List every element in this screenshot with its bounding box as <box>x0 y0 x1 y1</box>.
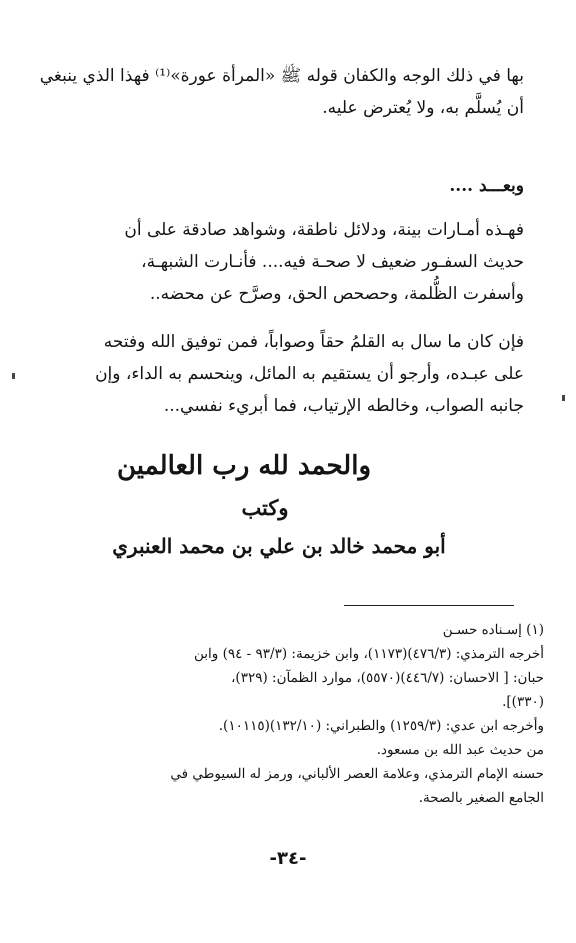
footnote-line: (٣٣٠)]. <box>502 694 544 710</box>
scan-mark <box>562 395 565 401</box>
page-number: -٣٤- <box>269 848 307 869</box>
footnote <box>44 618 544 810</box>
text-line: حديث السفـور ضعيف لا صحـة فيه.... فأنـارت الشبهـة، <box>141 252 524 272</box>
text-line: أن يُسلَّم به، ولا يُعترض عليه. <box>322 98 524 118</box>
footnote-line: وأخرجه ابن عدي: (١٢٥٩/٣) والطبراني: (١٣٢/١٠)(١٠١١٥). <box>218 718 544 734</box>
author-name: أبو محمد خالد بن علي بن محمد العنبري <box>112 534 446 558</box>
text-line: وأسفرت الظُّلمة، وحصحص الحق، وصرَّح عن محضه.. <box>149 284 524 304</box>
footnote-line: من حديث عبد الله بن مسعود. <box>376 742 544 758</box>
text-line: على عبـده، وأرجو أن يستقيم به المائل، وينحسم به الداء، وإن <box>95 364 524 384</box>
text-line: فهـذه أمـارات بينة، ودلائل ناطقة، وشواهد صادقة على أن <box>124 220 524 240</box>
closing-praise: والحمد لله رب العالمين <box>116 451 372 481</box>
footnote-line: الجامع الصغير بالصحة. <box>418 790 544 806</box>
footnote-line: (١) إسـناده حسـن <box>442 622 544 638</box>
paragraph-conclusion <box>44 326 524 422</box>
paragraph-evidence <box>44 214 524 310</box>
text-line: جانبه الصواب، وخالطه الإرتياب، فما أبريء نفسي... <box>163 396 524 416</box>
closing-wrote: وكتب <box>241 495 289 520</box>
footnote-divider <box>344 605 514 606</box>
footnote-line: حسنه الإمام الترمذي، وعلامة العصر الألباني، ورمز له السيوطي في <box>170 766 544 782</box>
paragraph-hadith <box>39 60 524 124</box>
footnote-line: حبان: [ الاحسان: (٤٤٦/٧)(٥٥٧٠)، موارد الظمآن: (٣٢٩)، <box>231 670 544 686</box>
scan-mark <box>12 373 15 379</box>
section-heading: وبعـــد .... <box>449 176 524 196</box>
footnote-line: أخرجه الترمذي: (٤٧٦/٣)(١١٧٣)، وابن خزيمة: (٩٣/٣ - ٩٤) وابن <box>194 646 544 662</box>
text-line: فإن كان ما سال به القلمُ حقاً وصواباً، فمن توفيق الله وفتحه <box>103 332 524 352</box>
text-line: بها في ذلك الوجه والكفان قوله ﷺ «المرأة عورة»⁽¹⁾ فهذا الذي ينبغي <box>39 66 524 86</box>
